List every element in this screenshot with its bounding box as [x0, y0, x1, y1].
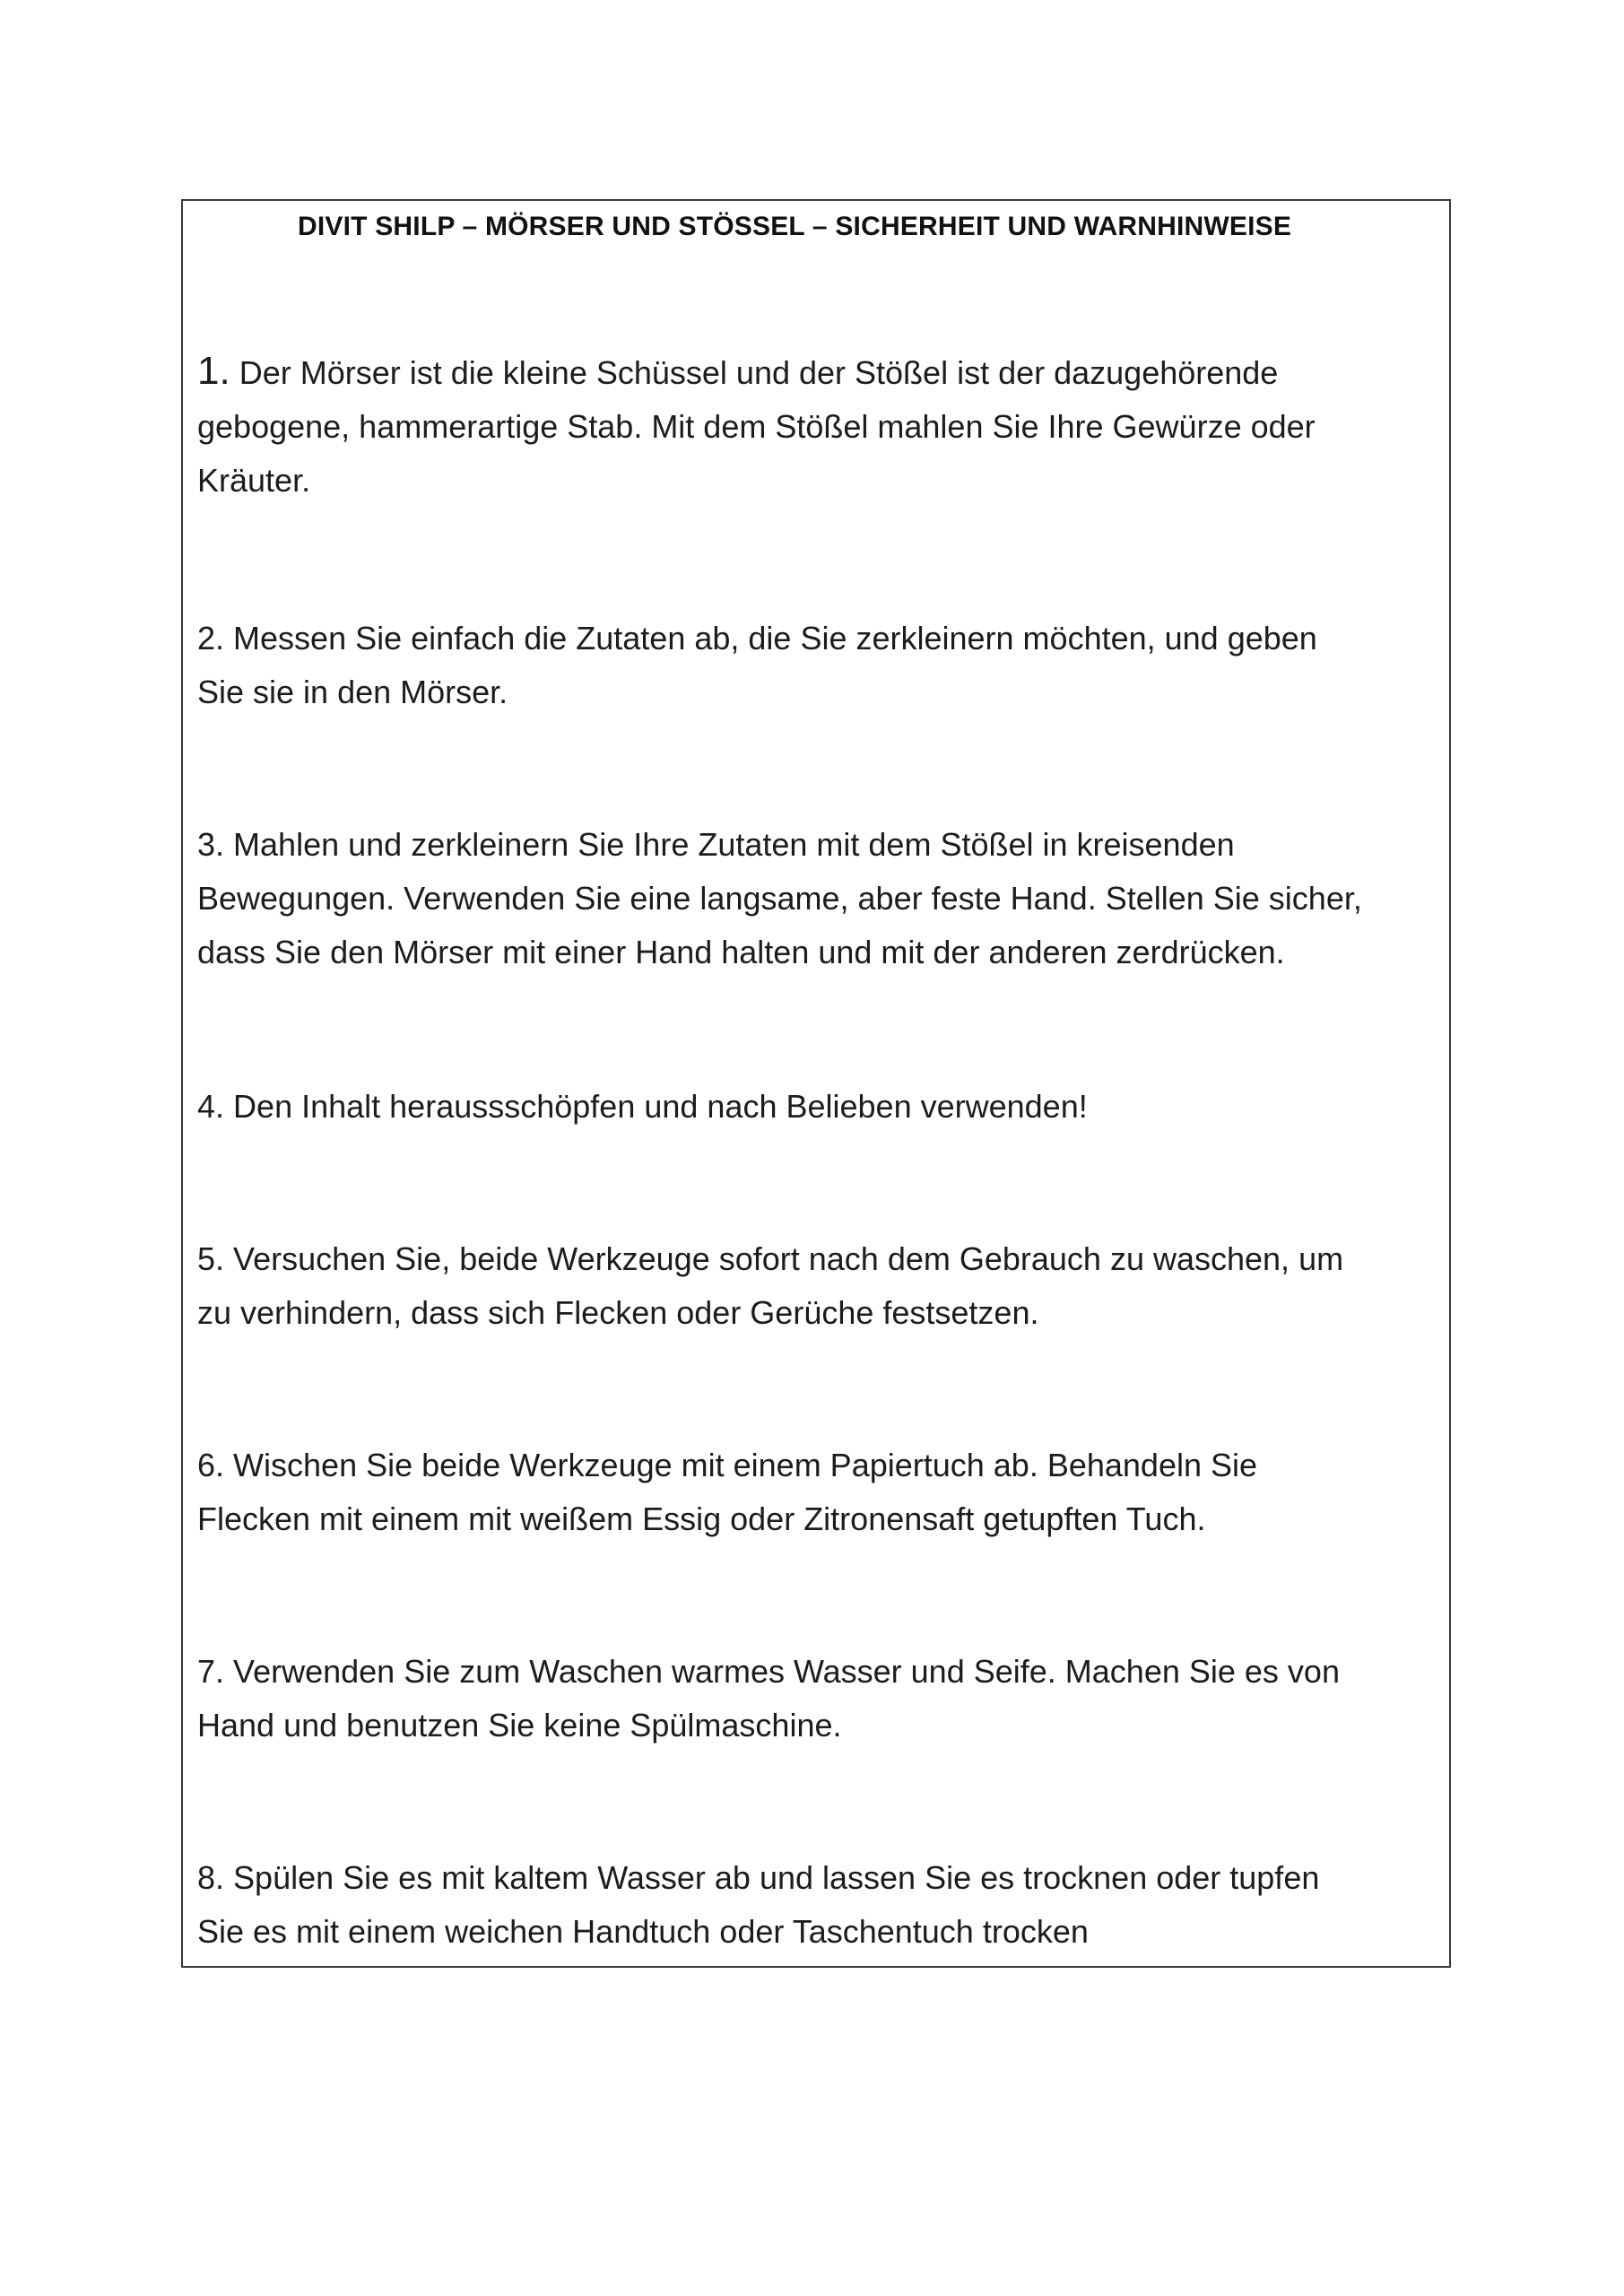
step-1: [197, 344, 1439, 508]
step-5: [197, 1232, 1439, 1340]
step-6-line-2: Flecken mit einem mit weißem Essig oder Zitronensaft getupften Tuch.: [197, 1500, 1206, 1537]
step-3: [197, 818, 1439, 979]
step-8-line-2: Sie es mit einem weichen Handtuch oder Taschentuch trocken: [197, 1913, 1089, 1950]
step-6-line-1: Wischen Sie beide Werkzeuge mit einem Papiertuch ab. Behandeln Sie: [233, 1447, 1258, 1483]
step-1-line-1: Der Mörser ist die kleine Schüssel und der Stößel ist der dazugehörende: [239, 354, 1279, 391]
step-2-line-1: Messen Sie einfach die Zutaten ab, die Sie zerkleinern möchten, und geben: [233, 620, 1317, 657]
step-5-number: 5.: [197, 1240, 225, 1277]
step-5-line-2: zu verhindern, dass sich Flecken oder Gerüche festsetzen.: [197, 1294, 1039, 1331]
step-8-line-1: Spülen Sie es mit kaltem Wasser ab und lassen Sie es trocknen oder tupfen: [233, 1859, 1320, 1896]
step-8-number: 8.: [197, 1859, 225, 1896]
step-3-number: 3.: [197, 826, 225, 863]
step-7-line-2: Hand und benutzen Sie keine Spülmaschine.: [197, 1707, 842, 1744]
step-8: [197, 1851, 1439, 1959]
step-5-line-1: Versuchen Sie, beide Werkzeuge sofort nach dem Gebrauch zu waschen, um: [233, 1240, 1344, 1277]
step-7-line-1: Verwenden Sie zum Waschen warmes Wasser und Seife. Machen Sie es von: [233, 1653, 1340, 1690]
step-2-line-2: Sie sie in den Mörser.: [197, 674, 508, 710]
instruction-sheet: [181, 199, 1451, 1968]
step-4-line-1: Den Inhalt heraussschöpfen und nach Belieben verwenden!: [233, 1088, 1088, 1125]
step-2: [197, 612, 1439, 719]
document-title: DIVIT SHILP – MÖRSER UND STÖSSEL – SICHERHEIT UND WARNHINWEISE: [298, 212, 1292, 241]
step-2-number: 2.: [197, 620, 225, 657]
step-7-number: 7.: [197, 1653, 225, 1690]
step-3-line-1: Mahlen und zerkleinern Sie Ihre Zutaten mit dem Stößel in kreisenden: [233, 826, 1235, 863]
step-6-number: 6.: [197, 1447, 225, 1483]
step-7: [197, 1645, 1439, 1752]
step-1-number: 1.: [197, 349, 230, 393]
step-4-number: 4.: [197, 1088, 225, 1125]
step-1-line-2: gebogene, hammerartige Stab. Mit dem Stößel mahlen Sie Ihre Gewürze oder: [197, 408, 1316, 445]
step-3-line-2: Bewegungen. Verwenden Sie eine langsame, aber feste Hand. Stellen Sie sicher,: [197, 880, 1362, 917]
step-1-line-3: Kräuter.: [197, 462, 311, 499]
step-4: [197, 1080, 1439, 1134]
step-3-line-3: dass Sie den Mörser mit einer Hand halten und mit der anderen zerdrücken.: [197, 934, 1285, 970]
step-6: [197, 1439, 1439, 1546]
